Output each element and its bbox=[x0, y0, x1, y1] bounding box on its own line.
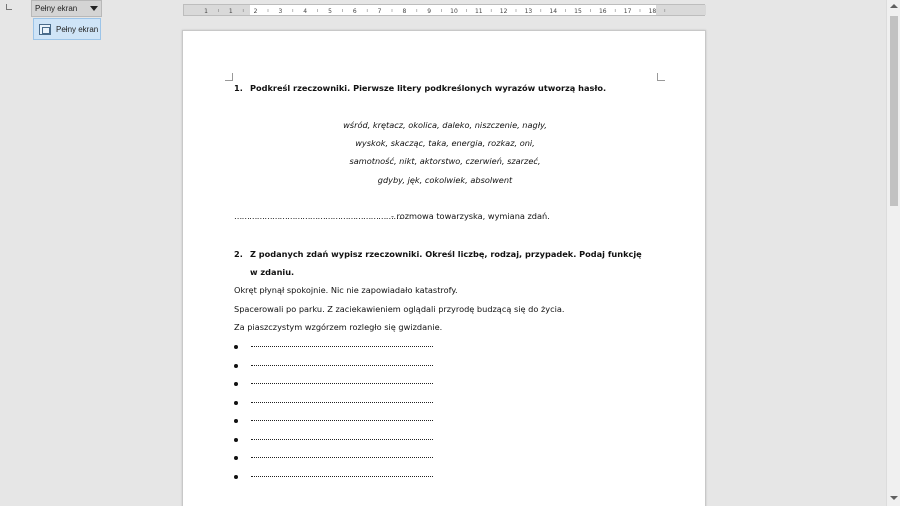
bullet-icon bbox=[234, 382, 238, 386]
scroll-down-icon[interactable] bbox=[890, 496, 898, 500]
vertical-scrollbar[interactable] bbox=[886, 0, 900, 506]
bullet-icon bbox=[234, 345, 238, 349]
word-line: samotność, nikt, aktorstwo, czerwień, szarzeć, bbox=[349, 156, 541, 166]
fullscreen-toolbar[interactable] bbox=[31, 0, 102, 17]
ruler-label: 7 bbox=[377, 8, 382, 15]
task1-heading: Podkreśl rzeczowniki. Pierwsze litery podkreślonych wyrazów utworzą hasło. bbox=[250, 83, 607, 93]
answer-line[interactable] bbox=[251, 382, 433, 384]
bullet-icon bbox=[234, 438, 238, 442]
answer-line[interactable] bbox=[251, 456, 433, 458]
ruler-label: 17 bbox=[623, 8, 632, 15]
ruler-label: 3 bbox=[278, 8, 283, 15]
tab-selector-icon[interactable] bbox=[6, 4, 12, 10]
ruler-label: 11 bbox=[474, 8, 483, 15]
answer-line[interactable] bbox=[251, 475, 433, 477]
sentence: Okręt płynął spokojnie. Nic nie zapowiadało katastrofy. bbox=[234, 285, 458, 295]
ruler-label: 8 bbox=[402, 8, 407, 15]
ruler-label: 12 bbox=[499, 8, 508, 15]
ruler-bar bbox=[0, 0, 886, 18]
ruler-label: 1 bbox=[228, 8, 233, 15]
fullscreen-toolbar-title: Pełny ekran bbox=[35, 4, 78, 13]
page-corner-mark bbox=[657, 73, 665, 81]
task2-heading-line1: Z podanych zdań wypisz rzeczowniki. Określ liczbę, rodzaj, przypadek. Podaj funkcję bbox=[250, 249, 642, 259]
answer-line[interactable] bbox=[251, 401, 433, 403]
ruler-label: 9 bbox=[427, 8, 432, 15]
ruler-label: 6 bbox=[352, 8, 357, 15]
task2-number: 2. bbox=[234, 249, 243, 259]
ruler-label: 15 bbox=[574, 8, 582, 15]
horizontal-ruler[interactable] bbox=[183, 4, 705, 16]
word-line: wśród, krętacz, okolica, daleko, niszczenie, nagły, bbox=[343, 120, 547, 130]
ruler-label: 2 bbox=[253, 8, 258, 15]
word-line: wyskok, skacząc, taka, energia, rozkaz, oni, bbox=[355, 138, 535, 148]
fullscreen-icon bbox=[39, 24, 51, 35]
ruler-label: 10 bbox=[450, 8, 458, 15]
ruler-label: 14 bbox=[549, 8, 558, 15]
ruler-label: 18 bbox=[648, 8, 657, 15]
word-line: gdyby, jęk, cokolwiek, absolwent bbox=[377, 175, 513, 185]
ruler-label: 4 bbox=[303, 8, 308, 15]
scroll-up-icon[interactable] bbox=[890, 4, 898, 8]
scroll-thumb[interactable] bbox=[890, 16, 898, 206]
ruler-label: 5 bbox=[328, 8, 332, 15]
answer-hint: - rozmowa towarzyska, wymiana zdań. bbox=[391, 211, 550, 221]
task2-heading-line2: w zdaniu. bbox=[250, 267, 295, 277]
answer-line[interactable] bbox=[251, 419, 433, 421]
bullet-icon bbox=[234, 456, 238, 460]
ruler-ticks bbox=[184, 5, 706, 17]
sentence: Spacerowali po parku. Z zaciekawieniem oglądali przyrodę budzącą się do życia. bbox=[234, 304, 565, 314]
fullscreen-button-label: Pełny ekran bbox=[56, 25, 99, 34]
answer-line[interactable] bbox=[251, 345, 433, 347]
dropdown-arrow-icon[interactable] bbox=[90, 6, 98, 11]
bullet-icon bbox=[234, 475, 238, 479]
sentence: Za piaszczystym wzgórzem rozległo się gwizdanie. bbox=[234, 322, 443, 332]
ruler-label: 1 bbox=[204, 8, 208, 15]
page-corner-mark bbox=[225, 73, 233, 81]
ruler-label: 16 bbox=[598, 8, 607, 15]
bullet-icon bbox=[234, 401, 238, 405]
bullet-icon bbox=[234, 419, 238, 423]
fullscreen-button[interactable] bbox=[33, 18, 101, 40]
answer-line[interactable] bbox=[251, 364, 433, 366]
bullet-icon bbox=[234, 364, 238, 368]
ruler-label: 13 bbox=[524, 8, 533, 15]
document-page[interactable] bbox=[182, 30, 706, 506]
answer-line[interactable] bbox=[251, 438, 433, 440]
answer-blank: ………………………………………………………… bbox=[234, 211, 401, 221]
task1-number: 1. bbox=[234, 83, 243, 93]
